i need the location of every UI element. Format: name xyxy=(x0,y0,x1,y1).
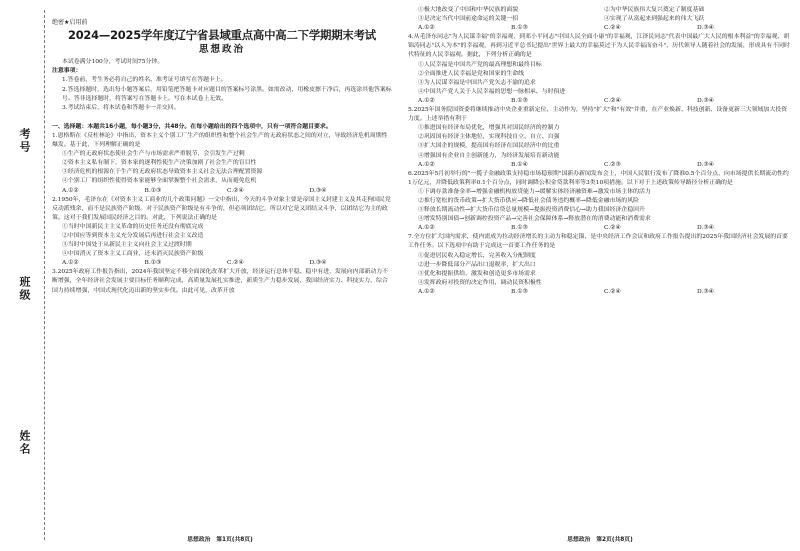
question-3-option: ④实现了从富起来到强起来的伟大飞跃 xyxy=(604,16,705,23)
question-4 xyxy=(408,33,790,106)
question-7-option: ③优化和提振供给，激发和创造更多市场需求 xyxy=(418,270,536,277)
question-4-option: ③为人民谋幸福是中国共产党矢志不渝的追求 xyxy=(418,79,536,86)
choice-a: A.①② xyxy=(418,25,435,32)
choice-d: D.③④ xyxy=(697,97,714,104)
secret-mark: 绝密★启用前 xyxy=(52,19,88,26)
choice-d: D.③④ xyxy=(697,25,714,32)
question-5-option: ④增强国有企业自主创新能力，为经济发展培育新动能 xyxy=(418,152,560,159)
question-2-option: ①当时中国新民主主义革命的历史任务还没有彻底完成 xyxy=(62,223,204,230)
question-1-option: ③经济危机的根源在于生产的无政府状态导致资本主义社会无法合理配置资源 xyxy=(62,169,263,176)
binding-margin xyxy=(0,0,50,551)
choice-d: D.③④ xyxy=(697,288,714,295)
choice-b: B.①③ xyxy=(144,260,162,267)
question-2-option: ③当时中国处于从新民主主义向社会主义过渡时期 xyxy=(62,242,192,249)
notice-title: 注意事项： xyxy=(52,68,82,75)
question-5 xyxy=(408,106,790,170)
exam-title: 2024—2025学年度辽宁省县域重点高中高二下学期期末考试 xyxy=(67,28,376,43)
page-1-content xyxy=(52,18,392,296)
question-3 xyxy=(52,268,392,295)
side-label-exam-number: 考号 xyxy=(18,128,31,154)
binding-line xyxy=(44,10,45,540)
question-3-stem: 3.2025年政府工作报告指出，2024年我国坚定不移全面深化改革扩大开放，经济运行总体平稳、稳中有进，发展向内部新动力不断增强，全年经济社会发展主要目标任务顺利完成，高质量发展扎实推进，新质生产力稳步发展，我国经济实力、科技实力、综合国力持续增强，中国式现代化迈出新的坚实步伐。由此可见，改革开放 xyxy=(52,269,389,294)
question-1-choices xyxy=(52,187,392,196)
question-6-option: ②推行宽松的货币政策→扩大货币供应→降低社会债务违约概率→降低金融市场的风险 xyxy=(418,197,639,204)
question-1-option: ④个别工厂的组织性使得资本家能够全面掌握整个社会需求，从而避免危机 xyxy=(62,178,257,185)
question-1-option: ①生产的无政府状态使社会生产与市场需求严重脱节，会引发生产过剩 xyxy=(62,151,245,158)
choice-d: D.③④ xyxy=(697,161,714,168)
choice-a: A.①② xyxy=(62,260,79,267)
question-4-option: ②全面推进人民幸福是党和国家的生命线 xyxy=(418,70,525,77)
intro-line: 本试卷满分100分，考试时间75分钟。 xyxy=(62,59,164,66)
question-5-option: ①推进国有经济布局优化，增强其对国民经济的控制力 xyxy=(418,125,560,132)
choice-c: C.②④ xyxy=(604,25,621,32)
question-6 xyxy=(408,170,790,234)
page-1-footer: 思想政治 第1页(共8页) xyxy=(187,537,253,543)
question-3-options xyxy=(408,6,790,24)
question-1-option: ②资本主义私有制下，资本家的逐利性使生产决策加剧了社会生产的盲目性 xyxy=(62,160,257,167)
page-2-footer: 思想政治 第2页(共8页) xyxy=(567,537,633,543)
question-7-option: ①促进居民收入稳定增长，完善收入分配制度 xyxy=(418,252,536,259)
question-1 xyxy=(52,132,392,196)
choice-b: B.①③ xyxy=(511,225,528,232)
question-6-option: ④增发特别国债→创新调控投资产品→完善社会保障体系→释放潜在的消费动能和消费需求 xyxy=(418,216,651,223)
choice-c: C.②④ xyxy=(227,187,244,194)
question-6-option: ③释放长期流动性→扩大货币信贷总量规模→提振投资消费信心→助力我国经济企稳回升 xyxy=(418,207,645,214)
choice-a: A.①② xyxy=(62,187,79,194)
question-7-option: ②进一步降低部分产品出口退税率，扩大出口 xyxy=(418,261,536,268)
page-2 xyxy=(400,0,800,551)
subject-title: 思想政治 xyxy=(198,44,245,56)
question-7-stem: 7.全方位扩大国内需求，使内需成为拉动经济增长的主动力和稳定锚，是中央经济工作会议和政府工作报告提出的2025年我国经济社会发展的首要工作任务。以下选项中有助于完成这一首要工作任务的是 xyxy=(408,234,788,250)
choice-d: D.③④ xyxy=(309,260,327,267)
choice-c: C.②④ xyxy=(227,260,244,267)
question-6-choices xyxy=(408,224,790,233)
question-2-option: ④中国消灭了资本主义工商业，还未消灭民族资产阶级 xyxy=(62,251,204,258)
question-4-option: ①人民幸福是中国共产党的最高理想和最终目标 xyxy=(418,61,542,68)
question-2-option: ②中国应等到资本主义充分发展后再进行社会主义改造 xyxy=(62,232,204,239)
choice-c: C.②④ xyxy=(604,97,621,104)
choice-a: A.①② xyxy=(418,161,435,168)
choice-c: C.②③ xyxy=(604,161,621,168)
choice-a: A.①② xyxy=(418,288,435,295)
question-4-stem: 4.从毛泽东同志"为人民谋幸福"的幸福观，到邓小平同志"中国人民全面小康"的幸福观，江泽民同志"代表中国最广大人民的根本利益"的幸福观、胡锦涛同志"以人为本"的幸福观，再到习近平总书记提出"世界上最大的幸福莫过于为人民幸福而奋斗"，历代领导人随着社会的发展，形成具有不同时代特征的人民幸福观。据此，下列分析正确的是 xyxy=(408,34,790,59)
question-3-choices xyxy=(408,24,790,33)
note-3: 3.考试结束后，将本试卷和答题卡一并交回。 xyxy=(62,104,180,111)
choice-c: C.②④ xyxy=(604,225,621,232)
choice-b: B.①③ xyxy=(144,187,162,194)
question-5-stem: 5.2025年国务院国资委将继续推动中央企业重新定位，主动作为，坚持"扩大"和"有效"并重，在产业焕新、科技创新、设备更新三大领域加大投资力度。上述举措有利于 xyxy=(408,107,787,123)
question-2-stem: 2.1950年，毛泽东在《对资本主义工商业的几个政策问题》一文中指出，今天的斗争对象主要是帝国主义封建主义及其走狗国民党反动派残余，而不是民族资产阶级。对于民族资产阶级是有斗争的，但必须团结它，所以对它是又团结又斗争，以团结它为主的政策。这对于我们发展国民经济之目的。对此，下列说法正确的是 xyxy=(52,196,391,221)
question-4-choices xyxy=(408,97,790,106)
question-5-option: ②巩固国有经济主体地位，实现科技自立、自立、自强 xyxy=(418,134,560,141)
section-1-heading: 一、选择题：本题共16小题，每小题3分，共48分。在每小题给出的四个选项中，只有一项符合题目要求。 xyxy=(52,123,332,130)
choice-b: B.①④ xyxy=(511,161,528,168)
question-7 xyxy=(408,233,790,297)
choice-d: D.③④ xyxy=(309,187,327,194)
choice-b: B.①③ xyxy=(511,288,528,295)
choice-a: A.①② xyxy=(418,225,435,232)
question-3-option: ①极大地改变了中国和中华民族的面貌 xyxy=(418,7,519,13)
question-2-choices xyxy=(52,259,392,268)
choice-a: A.①② xyxy=(418,97,435,104)
question-6-option: ①下调存款准备金率→增强金融机构放贷能力→缓解实体经济融资难→激发市场主体的活力 xyxy=(418,188,651,195)
choice-d: D.③④ xyxy=(697,225,714,232)
question-5-choices xyxy=(408,161,790,170)
choice-c: C.②④ xyxy=(604,288,621,295)
question-4-option: ④中国共产党人关于人民幸福的思想一脉相承、与时俱进 xyxy=(418,88,566,95)
question-6-stem: 6.2025年5月初举行的"一揽子金融政策支持稳市场稳预期"国新办新闻发布会上，中国人民银行发布了降准0.5个百分点，向市场提供长期流动性约1万亿元，并降低政策利率0.1个百分点，同时调降公积金贷款利率等3类10项措施。以下对于上述政策传导路径分析正确的是 xyxy=(408,170,789,186)
question-7-choices xyxy=(408,288,790,297)
side-label-name: 姓名 xyxy=(18,430,31,456)
note-2: 2.答选择题时，选出每小题答案后，用铅笔把答题卡对应题目的答案标号涂黑。如需改动，用橡皮擦干净后，再选涂其他答案标号。答非选择题时，将答案写在答题卡上。写在本试卷上无效。 xyxy=(62,86,392,102)
question-3-option: ③是决定当代中国前途命运的关键一招 xyxy=(418,16,519,23)
question-1-stem: 1.恩格斯在《反杜林论》中指出，资本主义个别工厂生产的组织性和整个社会生产的无政府状态之间的对立，导致经济危机周期性爆发。基于此，下列理解正确的是 xyxy=(52,132,388,149)
note-1: 1.答卷前，考生务必将自己的姓名、准考证号填写在答题卡上。 xyxy=(62,77,227,84)
question-2 xyxy=(52,196,392,269)
side-label-class: 班级 xyxy=(18,276,31,302)
choice-b: B.①③ xyxy=(511,25,528,32)
choice-b: B.①③ xyxy=(511,97,528,104)
question-5-option: ③扩大国企的规模，提高国有经济在国民经济中的比重 xyxy=(418,143,560,150)
question-3-option: ②为中华民族伟大复兴奠定了制度基础 xyxy=(604,7,705,13)
page-2-content xyxy=(408,6,790,297)
question-7-option: ④发挥政府对投资的决定作用，调动民资积极性 xyxy=(418,279,542,286)
